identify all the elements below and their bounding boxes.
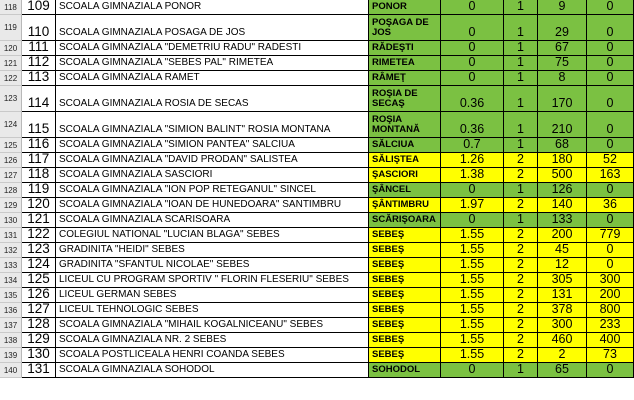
table-row — [0, 288, 634, 303]
cell-nr[interactable]: 118 — [22, 168, 56, 183]
cell-value-4[interactable]: 0 — [587, 71, 634, 86]
row-header[interactable]: 139 — [0, 348, 22, 363]
row-header[interactable]: 135 — [0, 288, 22, 303]
cell-value-3[interactable]: 65 — [538, 363, 587, 378]
cell-value-1[interactable]: 1.38 — [441, 168, 504, 183]
cell-value-3[interactable]: 8 — [538, 71, 587, 86]
cell-value-3[interactable]: 75 — [538, 56, 587, 71]
cell-value-1[interactable]: 1.26 — [441, 153, 504, 168]
cell-value-4[interactable]: 73 — [587, 348, 634, 363]
row-header[interactable]: 118 — [0, 0, 22, 15]
table-row — [0, 243, 634, 258]
cell-value-4[interactable]: 0 — [587, 86, 634, 112]
cell-school-name[interactable]: SCOALA GIMNAZIALA PONOR — [56, 0, 369, 15]
cell-value-2[interactable]: 2 — [504, 153, 538, 168]
table-row — [0, 318, 634, 333]
cell-value-2[interactable]: 2 — [504, 198, 538, 213]
cell-value-3[interactable]: 12 — [538, 258, 587, 273]
cell-locality[interactable]: ŞASCIORI — [369, 168, 441, 183]
cell-value-4[interactable]: 0 — [587, 112, 634, 138]
cell-school-name[interactable]: SCOALA GIMNAZIALA "IOAN DE HUNEDOARA" SANTIMBRU — [56, 198, 369, 213]
table-row — [0, 71, 634, 86]
cell-school-name[interactable]: GRADINITA "SFANTUL NICOLAE" SEBES — [56, 258, 369, 273]
cell-value-1[interactable]: 1.55 — [441, 258, 504, 273]
cell-school-name[interactable]: SCOALA GIMNAZIALA "SIMION PANTEA" SALCIUA — [56, 138, 369, 153]
table-row — [0, 0, 634, 15]
row-header[interactable]: 132 — [0, 243, 22, 258]
cell-school-name[interactable]: SCOALA GIMNAZIALA SOHODOL — [56, 363, 369, 378]
cell-value-1[interactable]: 1.55 — [441, 243, 504, 258]
cell-locality[interactable]: RIMETEA — [369, 56, 441, 71]
row-header[interactable]: 124 — [0, 112, 22, 138]
cell-value-2[interactable]: 2 — [504, 168, 538, 183]
cell-value-1[interactable]: 1.55 — [441, 333, 504, 348]
cell-locality[interactable]: SEBEŞ — [369, 303, 441, 318]
cell-value-2[interactable]: 1 — [504, 56, 538, 71]
table-row — [0, 303, 634, 318]
cell-value-4[interactable]: 0 — [587, 213, 634, 228]
cell-value-1[interactable]: 1.55 — [441, 318, 504, 333]
cell-nr[interactable]: 119 — [22, 183, 56, 198]
cell-value-1[interactable]: 1.55 — [441, 303, 504, 318]
table-row — [0, 112, 634, 138]
cell-nr[interactable]: 125 — [22, 273, 56, 288]
cell-school-name[interactable]: COLEGIUL NATIONAL "LUCIAN BLAGA" SEBES — [56, 228, 369, 243]
cell-value-4[interactable]: 36 — [587, 198, 634, 213]
cell-nr[interactable]: 109 — [22, 0, 56, 15]
cell-locality[interactable]: SEBEŞ — [369, 243, 441, 258]
cell-value-3[interactable]: 133 — [538, 213, 587, 228]
row-header[interactable]: 126 — [0, 153, 22, 168]
cell-value-2[interactable]: 1 — [504, 86, 538, 112]
table-row — [0, 198, 634, 213]
cell-school-name[interactable]: GRADINITA "HEIDI" SEBES — [56, 243, 369, 258]
cell-value-1[interactable]: 0 — [441, 0, 504, 15]
row-header[interactable]: 128 — [0, 183, 22, 198]
cell-value-2[interactable]: 2 — [504, 288, 538, 303]
row-header[interactable]: 138 — [0, 333, 22, 348]
cell-value-2[interactable]: 1 — [504, 15, 538, 41]
cell-value-4[interactable]: 300 — [587, 273, 634, 288]
cell-value-2[interactable]: 1 — [504, 363, 538, 378]
cell-nr[interactable]: 113 — [22, 71, 56, 86]
cell-nr[interactable]: 111 — [22, 41, 56, 56]
cell-nr[interactable]: 117 — [22, 153, 56, 168]
cell-value-4[interactable]: 779 — [587, 228, 634, 243]
cell-value-3[interactable]: 200 — [538, 228, 587, 243]
table-row — [0, 86, 634, 112]
table-row — [0, 41, 634, 56]
cell-nr[interactable]: 114 — [22, 86, 56, 112]
cell-value-3[interactable]: 45 — [538, 243, 587, 258]
cell-value-4[interactable]: 0 — [587, 56, 634, 71]
cell-value-3[interactable]: 378 — [538, 303, 587, 318]
cell-locality[interactable]: RÂMEŢ — [369, 71, 441, 86]
cell-value-2[interactable]: 2 — [504, 243, 538, 258]
cell-value-1[interactable]: 0.7 — [441, 138, 504, 153]
row-header[interactable]: 140 — [0, 363, 22, 378]
cell-locality[interactable]: ROŞIA MONTANĂ — [369, 112, 441, 138]
cell-value-3[interactable]: 460 — [538, 333, 587, 348]
cell-value-4[interactable]: 163 — [587, 168, 634, 183]
cell-value-3[interactable]: 126 — [538, 183, 587, 198]
row-header[interactable]: 133 — [0, 258, 22, 273]
table-row — [0, 138, 634, 153]
cell-nr[interactable]: 131 — [22, 363, 56, 378]
cell-value-1[interactable]: 0 — [441, 71, 504, 86]
cell-value-3[interactable]: 305 — [538, 273, 587, 288]
cell-value-2[interactable]: 1 — [504, 41, 538, 56]
cell-value-3[interactable]: 300 — [538, 318, 587, 333]
cell-value-3[interactable]: 170 — [538, 86, 587, 112]
table-row — [0, 153, 634, 168]
cell-locality[interactable]: RĂDEŞTI — [369, 41, 441, 56]
cell-value-2[interactable]: 1 — [504, 71, 538, 86]
cell-value-1[interactable]: 1.55 — [441, 228, 504, 243]
cell-value-2[interactable]: 1 — [504, 112, 538, 138]
cell-nr[interactable]: 120 — [22, 198, 56, 213]
cell-locality[interactable]: ŞÂNCEL — [369, 183, 441, 198]
cell-locality[interactable]: SEBEŞ — [369, 348, 441, 363]
cell-value-1[interactable]: 0 — [441, 183, 504, 198]
cell-nr[interactable]: 121 — [22, 213, 56, 228]
cell-value-1[interactable]: 1.55 — [441, 348, 504, 363]
cell-nr[interactable]: 127 — [22, 303, 56, 318]
cell-value-2[interactable]: 2 — [504, 333, 538, 348]
cell-value-4[interactable]: 0 — [587, 363, 634, 378]
cell-value-2[interactable]: 2 — [504, 228, 538, 243]
cell-value-1[interactable]: 1.97 — [441, 198, 504, 213]
table-row — [0, 168, 634, 183]
cell-locality[interactable]: SEBEŞ — [369, 228, 441, 243]
cell-value-3[interactable]: 68 — [538, 138, 587, 153]
cell-nr[interactable]: 128 — [22, 318, 56, 333]
cell-value-2[interactable]: 2 — [504, 303, 538, 318]
cell-locality[interactable]: ROŞIA DE SECAŞ — [369, 86, 441, 112]
cell-nr[interactable]: 116 — [22, 138, 56, 153]
table-row — [0, 273, 634, 288]
cell-value-2[interactable]: 2 — [504, 258, 538, 273]
cell-locality[interactable]: PONOR — [369, 0, 441, 15]
cell-school-name[interactable]: SCOALA GIMNAZIALA "SIMION BALINT" ROSIA MONTANA — [56, 112, 369, 138]
cell-value-2[interactable]: 2 — [504, 318, 538, 333]
cell-locality[interactable]: SEBEŞ — [369, 288, 441, 303]
table-row — [0, 258, 634, 273]
row-header[interactable]: 125 — [0, 138, 22, 153]
cell-value-3[interactable]: 500 — [538, 168, 587, 183]
cell-school-name[interactable]: LICEUL TEHNOLOGIC SEBES — [56, 303, 369, 318]
row-header[interactable]: 137 — [0, 318, 22, 333]
cell-value-4[interactable]: 200 — [587, 288, 634, 303]
row-header[interactable]: 130 — [0, 213, 22, 228]
cell-value-2[interactable]: 1 — [504, 213, 538, 228]
cell-value-1[interactable]: 1.55 — [441, 273, 504, 288]
cell-nr[interactable]: 122 — [22, 228, 56, 243]
cell-locality[interactable]: SEBEŞ — [369, 333, 441, 348]
cell-value-2[interactable]: 2 — [504, 273, 538, 288]
cell-locality[interactable]: SOHODOL — [369, 363, 441, 378]
row-header[interactable]: 129 — [0, 198, 22, 213]
table-row — [0, 348, 634, 363]
cell-locality[interactable]: SCĂRIŞOARA — [369, 213, 441, 228]
cell-school-name[interactable]: SCOALA GIMNAZIALA SASCIORI — [56, 168, 369, 183]
cell-value-3[interactable]: 210 — [538, 112, 587, 138]
row-header[interactable]: 121 — [0, 56, 22, 71]
cell-nr[interactable]: 124 — [22, 258, 56, 273]
cell-school-name[interactable]: LICEUL GERMAN SEBES — [56, 288, 369, 303]
cell-value-4[interactable]: 0 — [587, 183, 634, 198]
cell-value-4[interactable]: 0 — [587, 243, 634, 258]
cell-locality[interactable]: SĂLCIUA — [369, 138, 441, 153]
cell-value-2[interactable]: 1 — [504, 183, 538, 198]
cell-value-4[interactable]: 800 — [587, 303, 634, 318]
row-header[interactable]: 123 — [0, 86, 22, 112]
cell-value-4[interactable]: 233 — [587, 318, 634, 333]
cell-value-3[interactable]: 140 — [538, 198, 587, 213]
cell-nr[interactable]: 112 — [22, 56, 56, 71]
cell-value-1[interactable]: 1.55 — [441, 288, 504, 303]
cell-value-4[interactable]: 0 — [587, 41, 634, 56]
cell-school-name[interactable]: SCOALA GIMNAZIALA "ION POP RETEGANUL" SINCEL — [56, 183, 369, 198]
cell-value-3[interactable]: 2 — [538, 348, 587, 363]
table-row — [0, 363, 634, 378]
cell-school-name[interactable]: SCOALA GIMNAZIALA RAMET — [56, 71, 369, 86]
row-header[interactable]: 136 — [0, 303, 22, 318]
row-header[interactable]: 127 — [0, 168, 22, 183]
cell-value-1[interactable]: 0 — [441, 363, 504, 378]
cell-school-name[interactable]: SCOALA GIMNAZIALA "DAVID PRODAN" SALISTEA — [56, 153, 369, 168]
cell-value-4[interactable]: 52 — [587, 153, 634, 168]
cell-value-1[interactable]: 0 — [441, 15, 504, 41]
row-header[interactable]: 119 — [0, 15, 22, 41]
cell-nr[interactable]: 129 — [22, 333, 56, 348]
cell-value-4[interactable]: 0 — [587, 0, 634, 15]
cell-locality[interactable]: SEBEŞ — [369, 258, 441, 273]
cell-value-3[interactable]: 67 — [538, 41, 587, 56]
cell-value-4[interactable]: 0 — [587, 258, 634, 273]
cell-nr[interactable]: 115 — [22, 112, 56, 138]
cell-locality[interactable]: SEBEŞ — [369, 318, 441, 333]
table-row — [0, 56, 634, 71]
cell-school-name[interactable]: SCOALA GIMNAZIALA "MIHAIL KOGALNICEANU" SEBES — [56, 318, 369, 333]
cell-school-name[interactable]: SCOALA GIMNAZIALA POSAGA DE JOS — [56, 15, 369, 41]
cell-school-name[interactable]: SCOALA GIMNAZIALA SCARISOARA — [56, 213, 369, 228]
cell-nr[interactable]: 123 — [22, 243, 56, 258]
cell-value-1[interactable]: 0.36 — [441, 112, 504, 138]
cell-value-1[interactable]: 0 — [441, 213, 504, 228]
cell-school-name[interactable]: SCOALA GIMNAZIALA ROSIA DE SECAS — [56, 86, 369, 112]
table-row — [0, 213, 634, 228]
cell-locality[interactable]: SĂLIŞTEA — [369, 153, 441, 168]
row-header[interactable]: 122 — [0, 71, 22, 86]
cell-value-1[interactable]: 0 — [441, 41, 504, 56]
cell-value-1[interactable]: 0 — [441, 56, 504, 71]
cell-value-3[interactable]: 180 — [538, 153, 587, 168]
cell-value-1[interactable]: 0.36 — [441, 86, 504, 112]
table-row — [0, 228, 634, 243]
cell-nr[interactable]: 130 — [22, 348, 56, 363]
table-row — [0, 333, 634, 348]
row-header[interactable]: 120 — [0, 41, 22, 56]
row-header[interactable]: 131 — [0, 228, 22, 243]
cell-school-name[interactable]: LICEUL CU PROGRAM SPORTIV " FLORIN FLESERIU" SEBES — [56, 273, 369, 288]
cell-value-3[interactable]: 131 — [538, 288, 587, 303]
cell-value-3[interactable]: 9 — [538, 0, 587, 15]
cell-value-2[interactable]: 1 — [504, 138, 538, 153]
cell-locality[interactable]: POŞAGA DE JOS — [369, 15, 441, 41]
table-row — [0, 183, 634, 198]
cell-school-name[interactable]: SCOALA POSTLICEALA HENRI COANDA SEBES — [56, 348, 369, 363]
cell-nr[interactable]: 126 — [22, 288, 56, 303]
cell-value-2[interactable]: 1 — [504, 0, 538, 15]
table-row — [0, 15, 634, 41]
cell-school-name[interactable]: SCOALA GIMNAZIALA "SEBES PAL" RIMETEA — [56, 56, 369, 71]
row-header[interactable]: 134 — [0, 273, 22, 288]
cell-locality[interactable]: ŞÂNTIMBRU — [369, 198, 441, 213]
cell-value-4[interactable]: 400 — [587, 333, 634, 348]
cell-value-3[interactable]: 29 — [538, 15, 587, 41]
cell-value-4[interactable]: 0 — [587, 15, 634, 41]
cell-locality[interactable]: SEBEŞ — [369, 273, 441, 288]
cell-nr[interactable]: 110 — [22, 15, 56, 41]
cell-school-name[interactable]: SCOALA GIMNAZIALA "DEMETRIU RADU" RADESTI — [56, 41, 369, 56]
cell-school-name[interactable]: SCOALA GIMNAZIALA NR. 2 SEBES — [56, 333, 369, 348]
cell-value-2[interactable]: 2 — [504, 348, 538, 363]
cell-value-4[interactable]: 0 — [587, 138, 634, 153]
